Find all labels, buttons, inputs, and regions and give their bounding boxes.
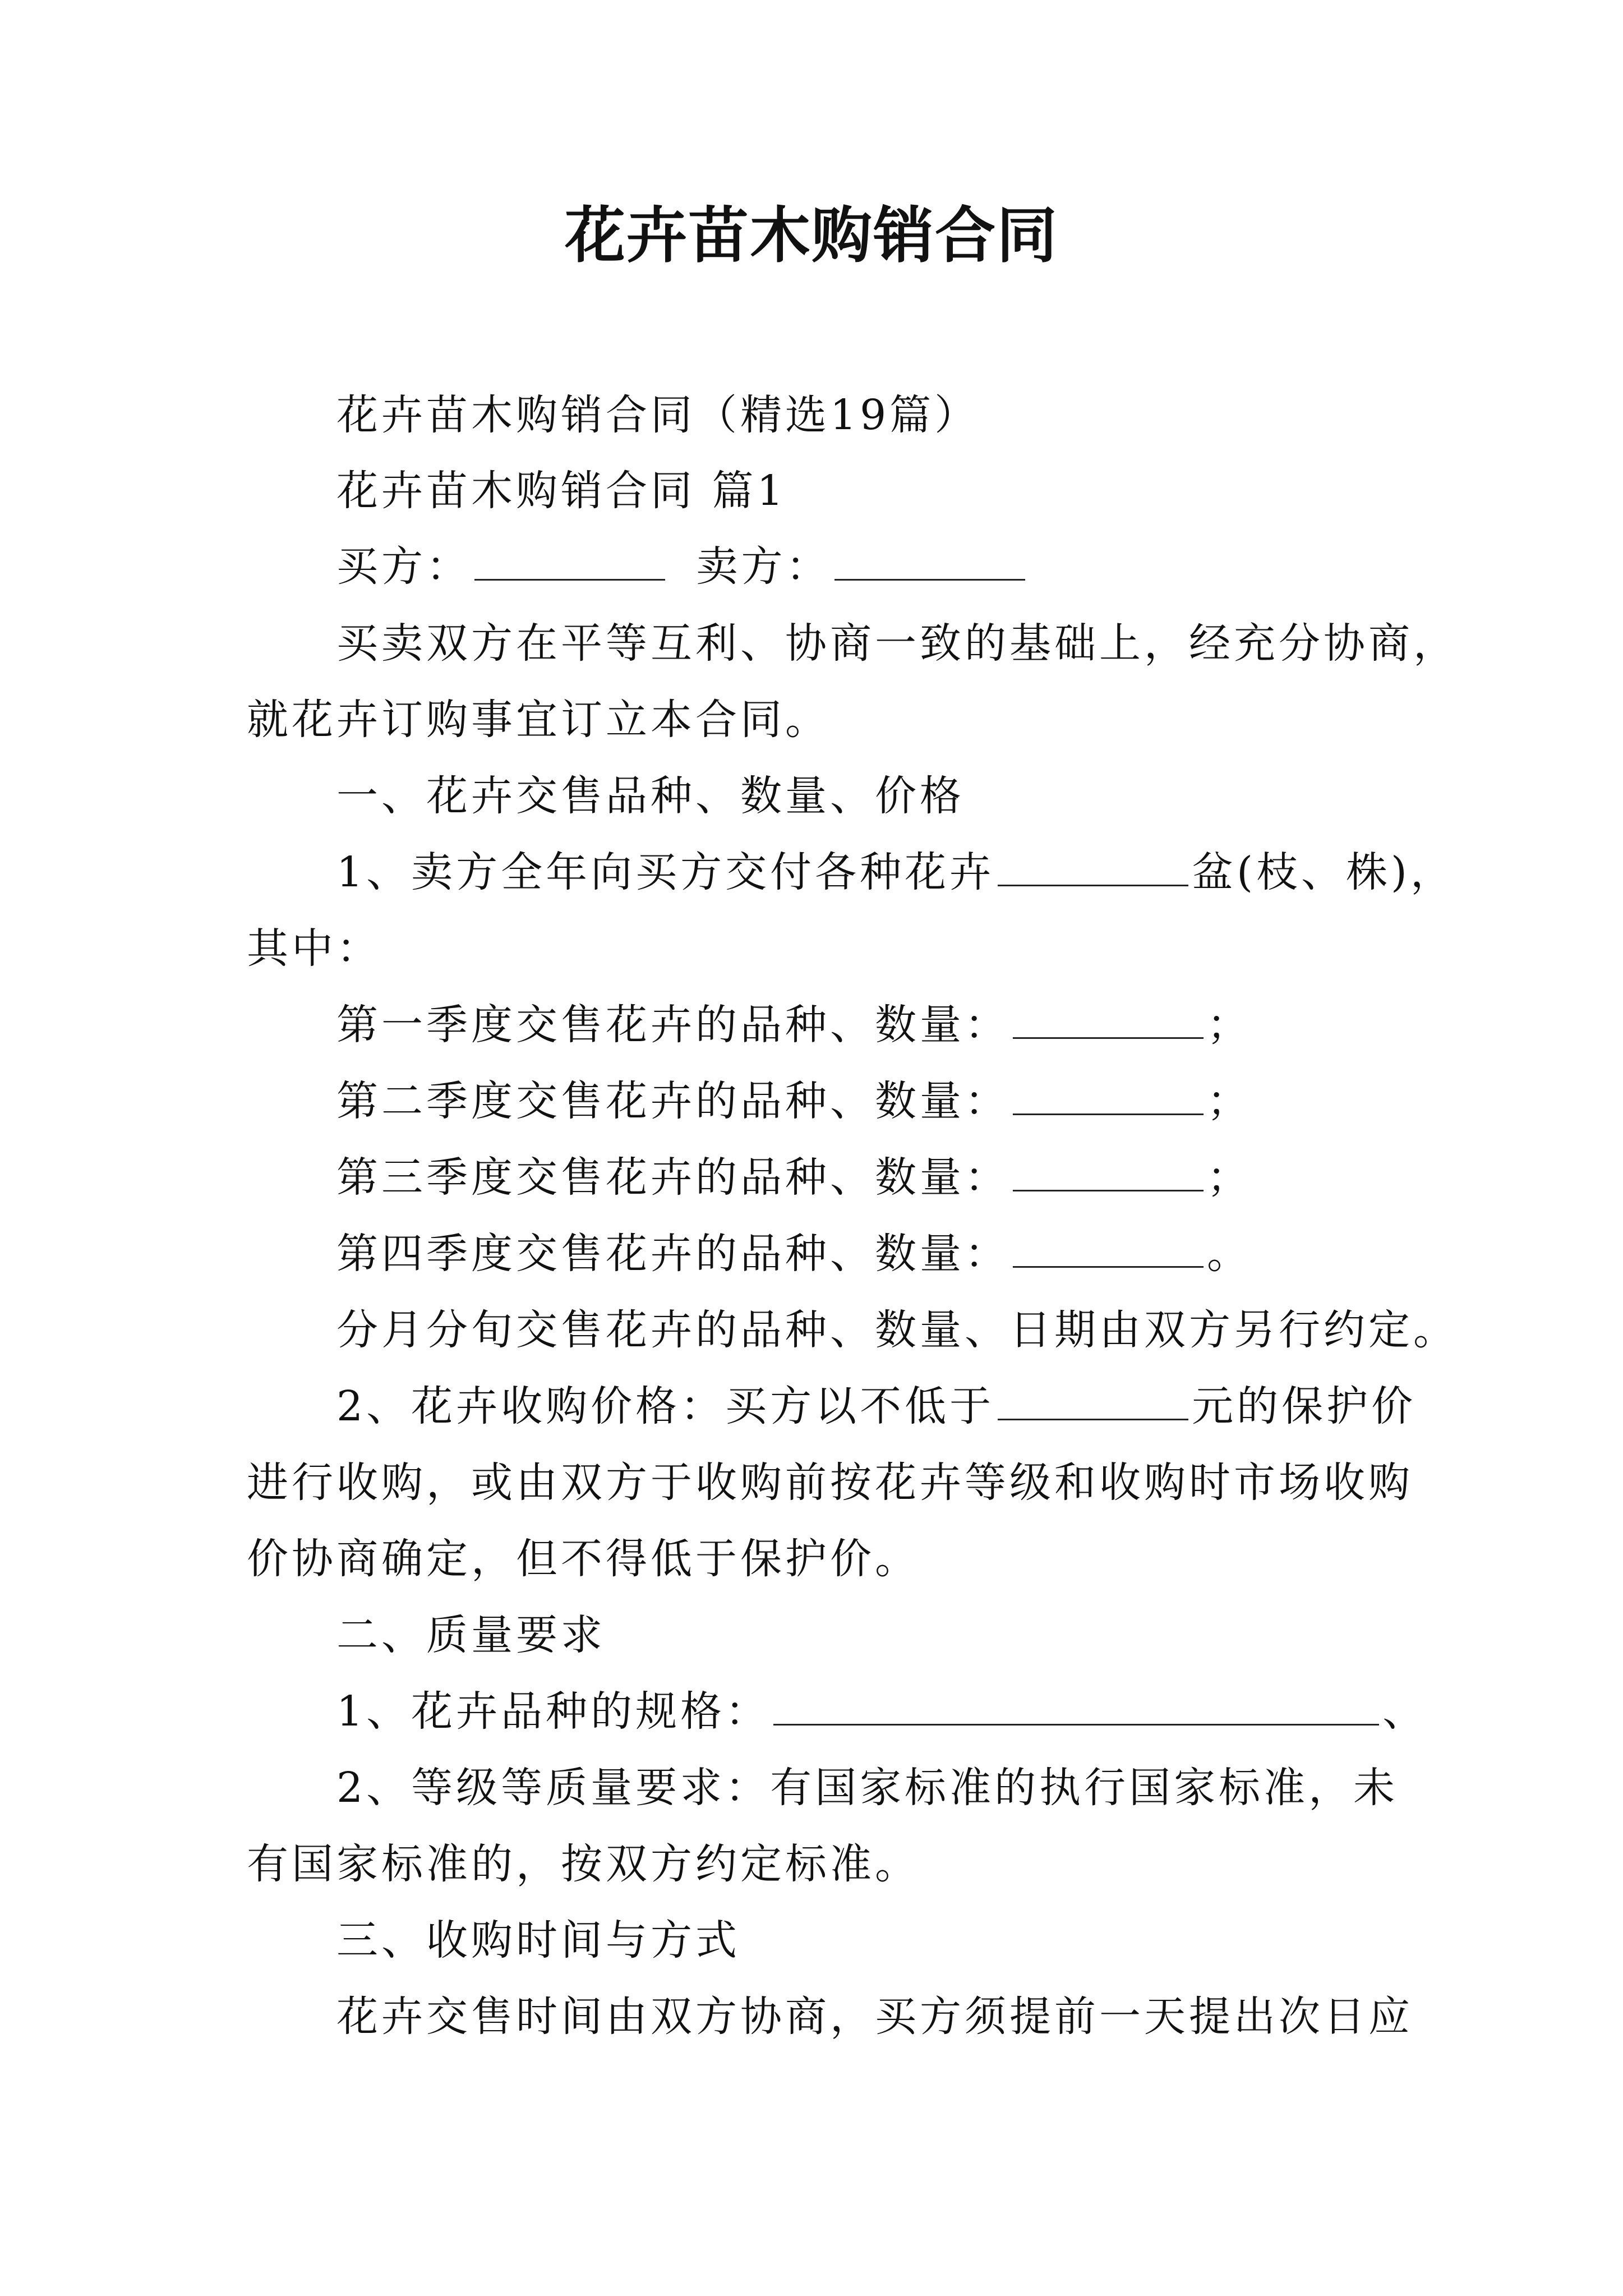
part-heading: 花卉苗木购销合同 篇1 bbox=[336, 467, 787, 515]
section-3-text: 花卉交售时间由双方协商，买方须提前一天提出次日应 bbox=[336, 1993, 1413, 2041]
quarter-1-blank bbox=[1013, 998, 1204, 1039]
quality-item-1-label: 1、花卉品种的规格： bbox=[336, 1687, 771, 1736]
quarter-1-line bbox=[336, 994, 1252, 1056]
section-2-title: 二、质量要求 bbox=[336, 1611, 606, 1659]
quarter-3-end: ； bbox=[1207, 1153, 1252, 1202]
quarter-3-line bbox=[336, 1147, 1252, 1208]
quarter-4-label: 第四季度交售花卉的品种、数量： bbox=[336, 1230, 1009, 1278]
quality-item-2-line: 2、等级等质量要求：有国家标准的执行国家标准，未 bbox=[336, 1764, 1399, 1812]
item-2-line bbox=[336, 1375, 1416, 1437]
section-1-title: 一、花卉交售品种、数量、价格 bbox=[336, 772, 965, 820]
document-title: 花卉苗木购销合同 bbox=[564, 200, 1058, 271]
item-2-line-2: 进行收购，或由双方于收购前按花卉等级和收购时市场收购 bbox=[247, 1458, 1413, 1507]
item-1-continuation: 其中： bbox=[247, 924, 381, 973]
item-1-text: 1、卖方全年向买方交付各种花卉 bbox=[336, 848, 995, 896]
quarter-2-end: ； bbox=[1207, 1077, 1252, 1125]
item-2-end: 元的保护价 bbox=[1192, 1382, 1417, 1430]
quarter-1-label: 第一季度交售花卉的品种、数量： bbox=[336, 1001, 1009, 1049]
quality-item-2-line-2: 有国家标准的，按双方约定标准。 bbox=[247, 1840, 920, 1888]
item-2-blank bbox=[998, 1379, 1188, 1420]
item-1-blank bbox=[998, 845, 1188, 886]
quarter-4-blank bbox=[1013, 1227, 1204, 1268]
parties-line bbox=[336, 536, 1029, 597]
section-3-title: 三、收购时间与方式 bbox=[336, 1916, 740, 1964]
quarter-1-end: ； bbox=[1207, 1001, 1252, 1049]
subtitle: 花卉苗木购销合同（精选19篇） bbox=[336, 391, 980, 439]
quarter-4-end: 。 bbox=[1207, 1230, 1252, 1278]
item-1-unit: 盆(枝、株)， bbox=[1192, 848, 1455, 896]
item-1-line bbox=[336, 841, 1455, 903]
quarter-3-label: 第三季度交售花卉的品种、数量： bbox=[336, 1153, 1009, 1202]
quality-item-1-blank bbox=[773, 1685, 1379, 1726]
intro-line-1: 买卖双方在平等互利、协商一致的基础上，经充分协商， bbox=[336, 619, 1458, 668]
seller-blank bbox=[834, 540, 1025, 581]
seller-label: 卖方： bbox=[696, 542, 831, 591]
quarter-3-blank bbox=[1013, 1151, 1204, 1191]
buyer-blank bbox=[474, 540, 665, 581]
quarter-2-label: 第二季度交售花卉的品种、数量： bbox=[336, 1077, 1009, 1125]
quarter-2-blank bbox=[1013, 1074, 1204, 1115]
quality-item-1-end: 、 bbox=[1382, 1687, 1428, 1736]
intro-line-2: 就花卉订购事宜订立本合同。 bbox=[247, 696, 830, 744]
buyer-label: 买方： bbox=[336, 542, 471, 591]
item-2-line-3: 价协商确定，但不得低于保护价。 bbox=[247, 1535, 920, 1583]
quarter-4-line bbox=[336, 1223, 1252, 1285]
item-2-text: 2、花卉收购价格：买方以不低于 bbox=[336, 1382, 995, 1430]
quality-item-1-line bbox=[336, 1681, 1427, 1742]
quarter-2-line bbox=[336, 1070, 1252, 1132]
monthly-note: 分月分旬交售花卉的品种、数量、日期由双方另行约定。 bbox=[336, 1306, 1458, 1354]
